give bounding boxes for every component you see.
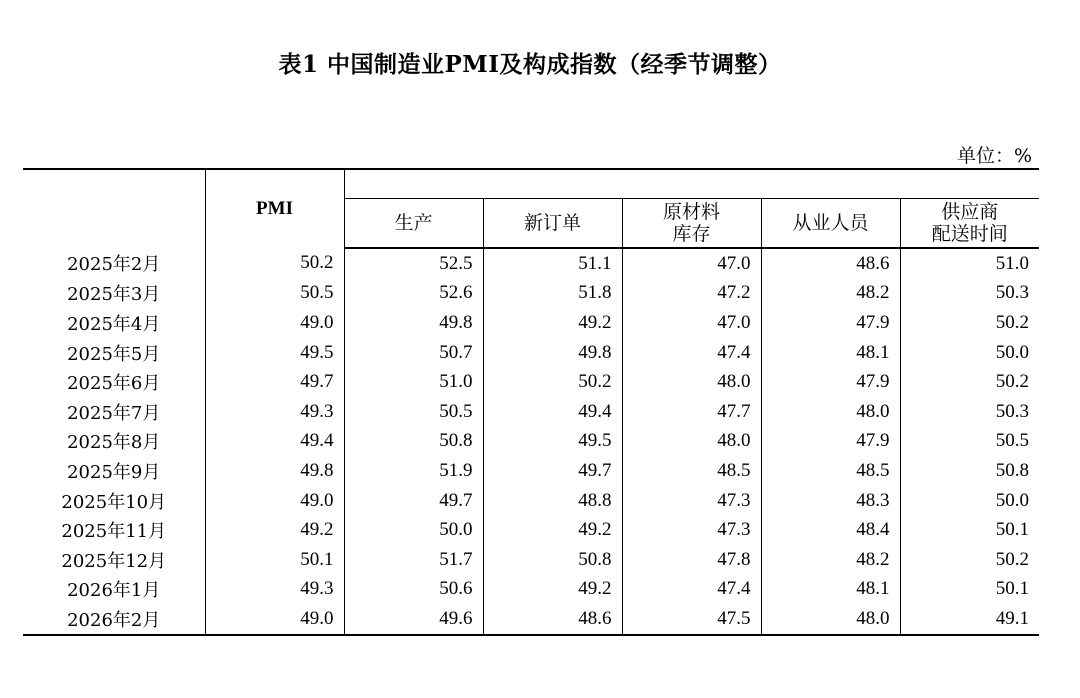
header-raw-material-inventory xyxy=(622,199,761,249)
raw-material-inventory-cell: 47.3 xyxy=(622,486,761,516)
production-cell: 50.5 xyxy=(344,397,483,427)
table-row xyxy=(23,545,1039,575)
production-cell: 49.8 xyxy=(344,308,483,338)
production-cell: 52.5 xyxy=(344,248,483,279)
new-orders-cell: 49.7 xyxy=(483,456,622,486)
production-cell: 50.0 xyxy=(344,515,483,545)
employment-cell: 48.2 xyxy=(761,279,900,309)
raw-material-inventory-cell: 47.2 xyxy=(622,279,761,309)
table-header xyxy=(23,169,1039,248)
table-row xyxy=(23,248,1039,279)
employment-cell: 48.3 xyxy=(761,486,900,516)
table-row xyxy=(23,308,1039,338)
month-cell: 2025年7月 xyxy=(23,397,205,427)
header-raw-material-inventory-label: 原材料 库存 xyxy=(662,201,720,245)
table-row xyxy=(23,279,1039,309)
production-cell: 51.0 xyxy=(344,367,483,397)
new-orders-cell: 49.8 xyxy=(483,338,622,368)
raw-material-inventory-cell: 47.5 xyxy=(622,604,761,635)
pmi-table xyxy=(23,168,1039,636)
header-pmi: PMI xyxy=(205,169,344,248)
new-orders-cell: 50.8 xyxy=(483,545,622,575)
employment-cell: 48.4 xyxy=(761,515,900,545)
employment-cell: 47.9 xyxy=(761,367,900,397)
new-orders-cell: 49.2 xyxy=(483,308,622,338)
new-orders-cell: 50.2 xyxy=(483,367,622,397)
production-cell: 49.6 xyxy=(344,604,483,635)
raw-material-inventory-cell: 47.3 xyxy=(622,515,761,545)
new-orders-cell: 49.2 xyxy=(483,515,622,545)
production-cell: 51.9 xyxy=(344,456,483,486)
production-cell: 50.6 xyxy=(344,575,483,605)
employment-cell: 47.9 xyxy=(761,427,900,457)
employment-cell: 48.2 xyxy=(761,545,900,575)
raw-material-inventory-cell: 47.0 xyxy=(622,248,761,279)
month-cell: 2025年12月 xyxy=(23,545,205,575)
pmi-cell: 49.8 xyxy=(205,456,344,486)
production-cell: 50.7 xyxy=(344,338,483,368)
header-production xyxy=(344,199,483,249)
employment-cell: 48.1 xyxy=(761,575,900,605)
new-orders-cell: 48.6 xyxy=(483,604,622,635)
new-orders-cell: 49.5 xyxy=(483,427,622,457)
unit-label: 单位：% xyxy=(956,145,1032,167)
pmi-cell: 50.1 xyxy=(205,545,344,575)
supplier-delivery-time-cell: 50.2 xyxy=(995,371,1030,393)
raw-material-inventory-cell: 47.4 xyxy=(622,338,761,368)
production-cell: 52.6 xyxy=(344,279,483,309)
pmi-cell: 49.3 xyxy=(205,575,344,605)
pmi-cell: 50.5 xyxy=(205,279,344,309)
table-row xyxy=(23,604,1039,635)
table-row xyxy=(23,427,1039,457)
supplier-delivery-time-cell: 50.2 xyxy=(995,548,1030,570)
pmi-cell: 49.0 xyxy=(205,604,344,635)
employment-cell: 48.5 xyxy=(761,456,900,486)
month-cell: 2026年2月 xyxy=(23,604,205,635)
employment-cell: 48.1 xyxy=(761,338,900,368)
header-new-orders-label: 新订单 xyxy=(523,212,581,234)
month-cell: 2025年4月 xyxy=(23,308,205,338)
production-cell: 51.7 xyxy=(344,545,483,575)
month-cell: 2025年9月 xyxy=(23,456,205,486)
pmi-cell: 49.2 xyxy=(205,515,344,545)
month-cell: 2025年10月 xyxy=(23,486,205,516)
employment-cell: 48.0 xyxy=(761,604,900,635)
table-row xyxy=(23,515,1039,545)
employment-cell: 48.0 xyxy=(761,397,900,427)
raw-material-inventory-cell: 48.0 xyxy=(622,427,761,457)
new-orders-cell: 51.8 xyxy=(483,279,622,309)
month-cell: 2025年8月 xyxy=(23,427,205,457)
pmi-cell: 49.0 xyxy=(205,308,344,338)
month-cell: 2026年1月 xyxy=(23,575,205,605)
header-production-label: 生产 xyxy=(394,212,433,234)
table-body xyxy=(23,248,1039,635)
table-row xyxy=(23,486,1039,516)
supplier-delivery-time-cell: 51.0 xyxy=(995,252,1030,274)
pmi-cell: 49.3 xyxy=(205,397,344,427)
month-cell: 2025年5月 xyxy=(23,338,205,368)
raw-material-inventory-cell: 47.0 xyxy=(622,308,761,338)
table-row xyxy=(23,575,1039,605)
table-title: 表1 中国制造业PMI及构成指数（经季节调整） xyxy=(278,51,782,78)
header-corner xyxy=(23,169,205,248)
production-cell: 49.7 xyxy=(344,486,483,516)
raw-material-inventory-cell: 48.5 xyxy=(622,456,761,486)
header-group-spacer xyxy=(344,169,1039,199)
table-row xyxy=(23,367,1039,397)
supplier-delivery-time-cell: 49.1 xyxy=(900,604,1039,635)
table-row xyxy=(23,397,1039,427)
raw-material-inventory-cell: 47.8 xyxy=(622,545,761,575)
month-cell: 2025年6月 xyxy=(23,367,205,397)
new-orders-cell: 48.8 xyxy=(483,486,622,516)
supplier-delivery-time-cell: 50.1 xyxy=(995,519,1030,541)
supplier-delivery-time-cell: 50.0 xyxy=(995,489,1030,511)
pmi-cell: 49.4 xyxy=(205,427,344,457)
production-cell: 50.8 xyxy=(344,427,483,457)
header-employment-label: 从业人员 xyxy=(792,212,869,234)
employment-cell: 48.6 xyxy=(761,248,900,279)
header-supplier-delivery-time xyxy=(900,199,1039,249)
raw-material-inventory-cell: 47.7 xyxy=(622,397,761,427)
month-cell: 2025年11月 xyxy=(23,515,205,545)
table-row xyxy=(23,456,1039,486)
header-new-orders xyxy=(483,199,622,249)
employment-cell: 47.9 xyxy=(761,308,900,338)
pmi-cell: 49.7 xyxy=(205,367,344,397)
supplier-delivery-time-cell: 50.5 xyxy=(995,430,1030,452)
supplier-delivery-time-cell: 50.3 xyxy=(995,400,1030,422)
supplier-delivery-time-cell: 50.0 xyxy=(995,341,1030,363)
table-row xyxy=(23,338,1039,368)
new-orders-cell: 49.2 xyxy=(483,575,622,605)
header-supplier-delivery-time-label: 供应商 配送时间 xyxy=(931,201,1008,245)
header-employment xyxy=(761,199,900,249)
supplier-delivery-time-cell: 50.8 xyxy=(995,459,1030,481)
pmi-cell: 49.5 xyxy=(205,338,344,368)
raw-material-inventory-cell: 47.4 xyxy=(622,575,761,605)
new-orders-cell: 51.1 xyxy=(483,248,622,279)
pmi-cell: 49.0 xyxy=(205,486,344,516)
supplier-delivery-time-cell: 50.3 xyxy=(995,282,1030,304)
pmi-cell: 50.2 xyxy=(205,248,344,279)
raw-material-inventory-cell: 48.0 xyxy=(622,367,761,397)
supplier-delivery-time-cell: 50.1 xyxy=(995,578,1030,600)
month-cell: 2025年3月 xyxy=(23,279,205,309)
supplier-delivery-time-cell: 50.2 xyxy=(995,311,1030,333)
new-orders-cell: 49.4 xyxy=(483,397,622,427)
month-cell: 2025年2月 xyxy=(23,248,205,279)
